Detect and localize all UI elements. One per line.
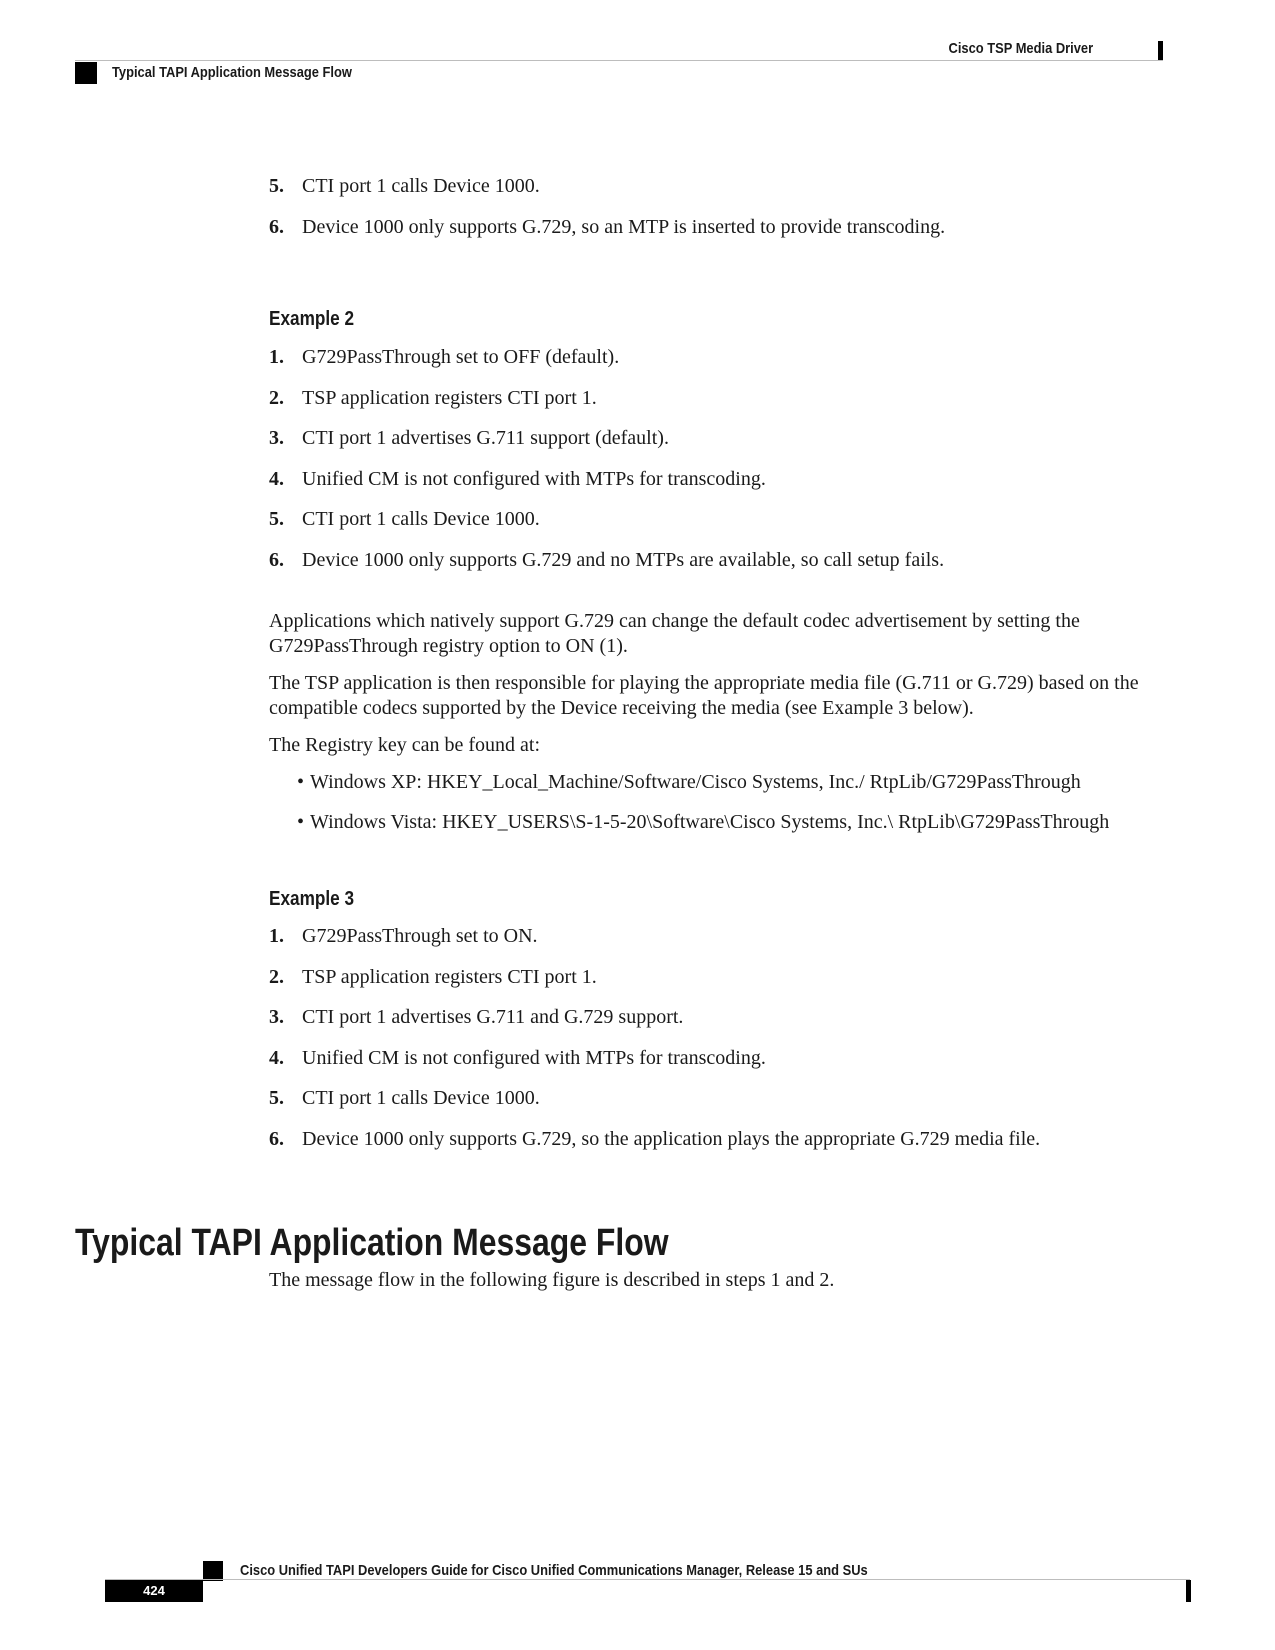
list-item [269, 1046, 1169, 1070]
step-number: 6. [269, 215, 284, 238]
step-text: CTI port 1 calls Device 1000. [302, 508, 540, 530]
header-marker-block [75, 62, 97, 84]
section-intro-block [269, 1268, 1169, 1293]
footer-marker-bar [1186, 1580, 1191, 1602]
list-item [269, 548, 1169, 572]
step-number: 4. [269, 1046, 284, 1069]
step-number: 2. [269, 965, 284, 988]
section-intro: The message flow in the following figure is described in steps 1 and 2. [269, 1269, 835, 1291]
example1-continuation [269, 174, 1169, 255]
step-text: Device 1000 only supports G.729 and no MTPs are available, so call setup fails. [302, 548, 945, 571]
paragraph-block [269, 671, 1169, 721]
step-text: G729PassThrough set to OFF (default). [302, 346, 620, 368]
page-number: 424 [105, 1580, 203, 1602]
example1-step-list [269, 174, 1169, 239]
body-paragraph: The Registry key can be found at: [269, 734, 541, 756]
list-item [269, 770, 1169, 794]
step-text: TSP application registers CTI port 1. [302, 965, 597, 988]
list-item [269, 426, 1169, 450]
list-item [269, 924, 1169, 948]
registry-key-list [269, 770, 1169, 834]
bullet-glyph: • [297, 771, 305, 793]
example2-section [269, 306, 1169, 332]
step-text: CTI port 1 calls Device 1000. [302, 1087, 540, 1109]
section-heading: Typical TAPI Application Message Flow [75, 1222, 669, 1264]
body-paragraph: Applications which natively support G.729 can change the default codec advertisement by setting the G729PassThrough registry option to ON (1). [269, 610, 1080, 657]
step-number: 6. [269, 1127, 284, 1150]
example2-heading: Example 2 [269, 308, 355, 330]
registry-key-list-block [269, 770, 1169, 850]
registry-key-text: Windows XP: HKEY_Local_Machine/Software/Cisco Systems, Inc./ RtpLib/G729PassThrough [310, 771, 1081, 793]
list-item [269, 810, 1169, 834]
step-number: 4. [269, 467, 284, 490]
list-item [269, 965, 1169, 989]
step-number: 2. [269, 386, 284, 409]
registry-key-text: Windows Vista: HKEY_USERS\S-1-5-20\Software\Cisco Systems, Inc.\ RtpLib\G729PassThrough [310, 811, 1110, 833]
example3-heading: Example 3 [269, 888, 355, 910]
step-number: 6. [269, 548, 284, 571]
footer-marker-block [203, 1561, 223, 1581]
list-item [269, 345, 1169, 369]
body-paragraph: The TSP application is then responsible for playing the appropriate media file (G.711 or G.729) based on the compatible codecs supported by the Device receiving the media (see Example 3 below). [269, 672, 1139, 719]
list-item [269, 507, 1169, 531]
step-number: 3. [269, 1006, 284, 1028]
step-text: CTI port 1 calls Device 1000. [302, 175, 540, 197]
example2-step-list [269, 345, 1169, 572]
running-header-section: Typical TAPI Application Message Flow [112, 64, 352, 81]
header-rule [75, 60, 1163, 61]
step-text: Device 1000 only supports G.729, so an MTP is inserted to provide transcoding. [302, 215, 946, 238]
list-item [269, 1127, 1169, 1151]
step-text: Unified CM is not configured with MTPs for transcoding. [302, 1046, 766, 1069]
step-number: 5. [269, 1087, 284, 1109]
bullet-glyph: • [297, 811, 305, 833]
paragraph-block [269, 609, 1169, 659]
list-item [269, 1005, 1169, 1029]
header-marker-bar [1158, 41, 1163, 61]
list-item [269, 174, 1169, 198]
footer-rule [105, 1579, 1190, 1580]
step-text: Device 1000 only supports G.729, so the application plays the appropriate G.729 media file. [302, 1127, 1041, 1150]
example3-section [269, 886, 1169, 912]
step-number: 5. [269, 508, 284, 530]
step-text: Unified CM is not configured with MTPs for transcoding. [302, 467, 766, 490]
step-number: 5. [269, 175, 284, 197]
list-item [269, 386, 1169, 410]
paragraph-block [269, 733, 1169, 758]
step-text: CTI port 1 advertises G.711 and G.729 support. [302, 1006, 684, 1028]
example3-steps [269, 924, 1169, 1167]
footer-book-title: Cisco Unified TAPI Developers Guide for Cisco Unified Communications Manager, Release 15 and SUs [240, 1562, 868, 1579]
step-number: 1. [269, 925, 284, 947]
example3-step-list [269, 924, 1169, 1151]
list-item [269, 215, 1169, 239]
step-number: 3. [269, 427, 284, 449]
step-text: CTI port 1 advertises G.711 support (default). [302, 427, 669, 449]
example2-steps [269, 345, 1169, 588]
running-header-chapter: Cisco TSP Media Driver [948, 40, 1093, 57]
list-item [269, 1086, 1169, 1110]
step-text: G729PassThrough set to ON. [302, 925, 538, 947]
step-number: 1. [269, 346, 284, 368]
list-item [269, 467, 1169, 491]
step-text: TSP application registers CTI port 1. [302, 386, 597, 409]
